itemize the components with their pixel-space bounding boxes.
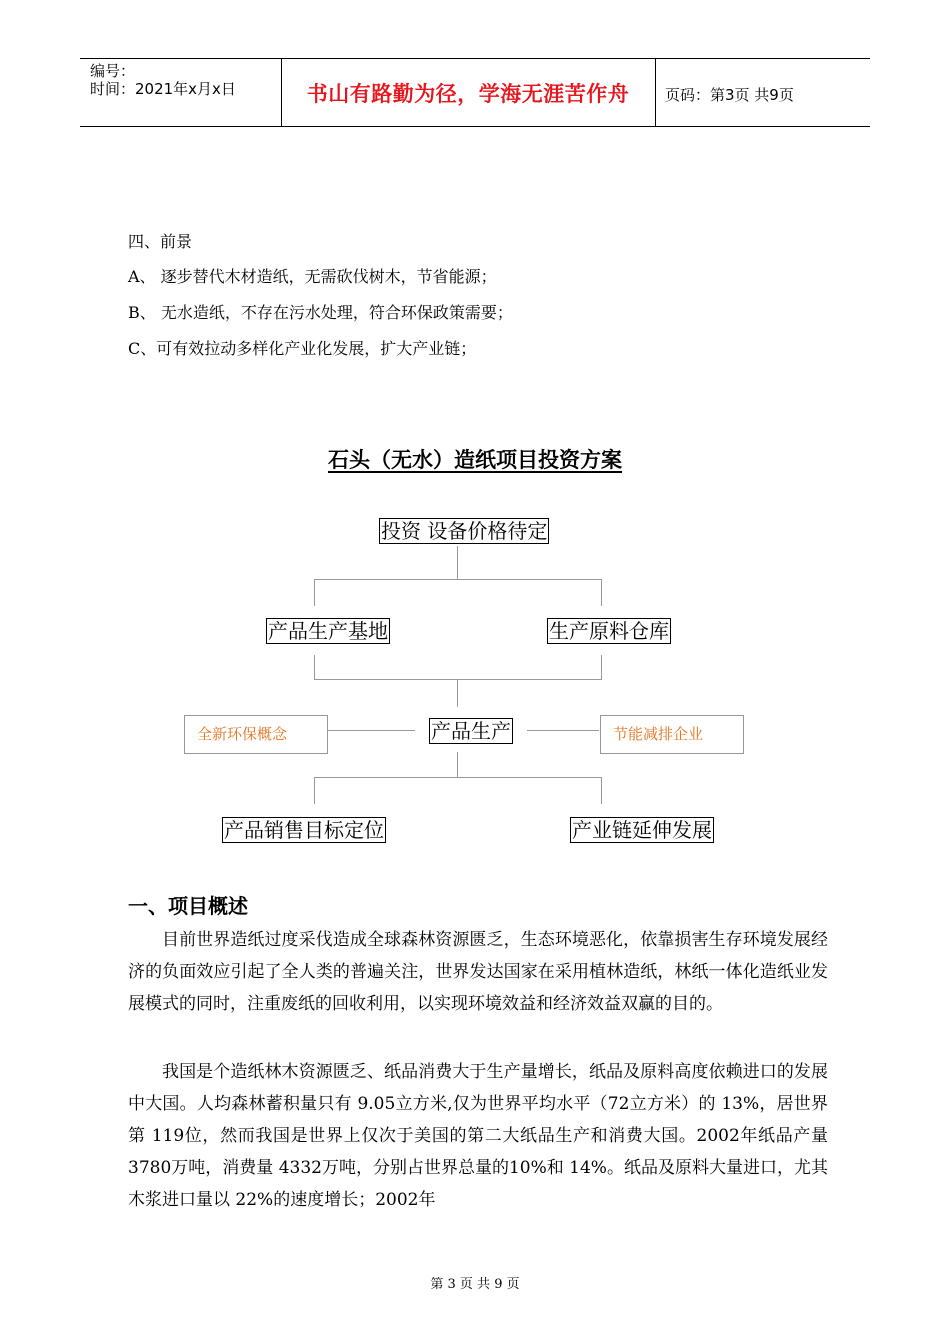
node-eco-concept: 全新环保概念 xyxy=(184,715,328,754)
header-motto: 书山有路勤为径，学海无涯苦作舟 xyxy=(306,82,630,106)
header-page-info: 页码：第3页 共9页 xyxy=(665,86,794,104)
doc-time-label: 时间：2021年x月x日 xyxy=(90,80,236,98)
node-investment: 投资 设备价格待定 xyxy=(381,519,548,543)
section-paragraph-1: 目前世界造纸过度采伐造成全球森林资源匮乏，生态环境恶化，依靠损害生存环境发展经济的负面效应引起了全人类的普遍关注，世界发达国家在采用植林造纸，林纸一体化造纸业发展模式的同时，注重废纸的回收利用，以实现环境效益和经济效益双赢的目的。 xyxy=(128,930,828,1014)
prospects-item-a: A、 逐步替代木材造纸，无需砍伐树木，节省能源； xyxy=(128,267,497,286)
connector-right-side xyxy=(527,730,599,731)
header-meta xyxy=(90,62,236,98)
prospects-item-b: B、 无水造纸，不存在污水处理，符合环保政策需要； xyxy=(128,303,513,322)
node-industry-chain: 产业链延伸发展 xyxy=(572,818,712,842)
connector-top-bracket xyxy=(314,579,602,606)
connector-left-side xyxy=(327,730,415,731)
node-sales-positioning: 产品销售目标定位 xyxy=(224,818,384,842)
page-footer: 第 3 页 共 9 页 xyxy=(430,1277,520,1292)
prospects-item-c: C、可有效拉动多样化产业化发展，扩大产业链； xyxy=(128,339,477,358)
connector-bottom-bracket xyxy=(314,777,602,804)
plan-title: 石头（无水）造纸项目投资方案 xyxy=(328,448,622,472)
node-production: 产品生产 xyxy=(431,719,511,743)
section-heading: 一、项目概述 xyxy=(128,894,248,918)
connector-invest-down xyxy=(457,546,458,580)
node-production-base: 产品生产基地 xyxy=(268,619,388,643)
prospects-heading: 四、前景 xyxy=(128,232,193,251)
header-divider-right xyxy=(655,58,656,127)
node-energy-saving: 节能减排企业 xyxy=(600,715,744,754)
header-bottom-border xyxy=(80,126,870,127)
connector-production-down xyxy=(457,752,458,778)
connector-mid-bracket xyxy=(314,655,602,680)
node-raw-material-warehouse: 生产原料仓库 xyxy=(549,619,669,643)
section-paragraph-2: 我国是个造纸林木资源匮乏、纸品消费大于生产量增长，纸品及原料高度依赖进口的发展中大国。人均森林蓄积量只有 9.05立方米,仅为世界平均水平（72立方米）的 13%，居世界第 119位，然而我国是世界上仅次于美国的第二大纸品生产和消费大国。2002年纸品产量 3780万吨，消费量 4332万吨，分别占世界总量的10%和 14%。纸品及原料大量进口，尤其木浆进口量以 22%的速度增长；2002年 xyxy=(128,1062,828,1210)
header-top-border xyxy=(80,58,870,59)
doc-number-label: 编号： xyxy=(90,62,136,80)
connector-to-production xyxy=(457,679,458,707)
